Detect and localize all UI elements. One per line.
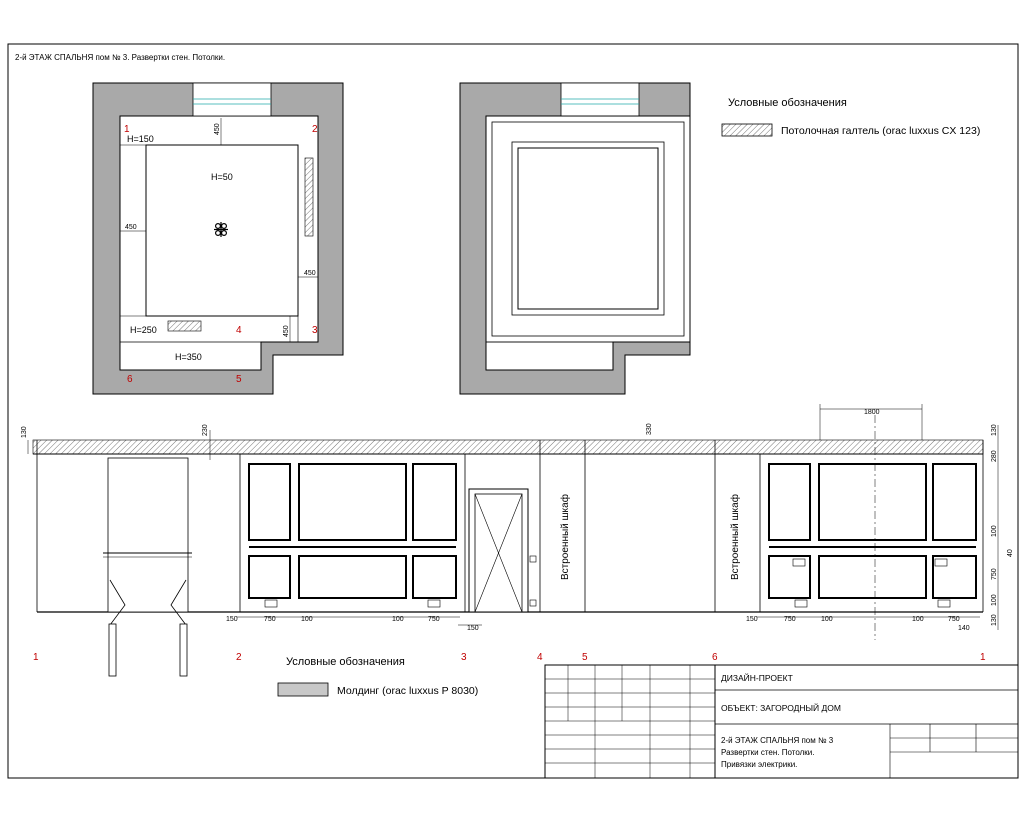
dim-br-100b: 100 <box>912 616 924 623</box>
legend-bottom-title: Условные обозначения <box>286 656 405 668</box>
wall-number-2: 2 <box>236 652 242 663</box>
dim-right-130: 130 <box>991 424 998 436</box>
door-icon <box>469 489 528 612</box>
plan-corner-2: 2 <box>312 124 318 135</box>
coving-swatch <box>722 124 772 136</box>
dim-side-40: 40 <box>1007 549 1014 557</box>
dim-bottom-450: 450 <box>283 325 290 337</box>
plan-corner-6: 6 <box>127 374 133 385</box>
dim-bl-100a: 100 <box>301 616 313 623</box>
wardrobe-label-2: Встроенный шкаф <box>730 494 741 580</box>
ceiling-plan-coving <box>460 83 690 394</box>
wall-number-4: 4 <box>537 652 543 663</box>
dim-left-230: 230 <box>202 424 209 436</box>
wall-number-5: 5 <box>582 652 588 663</box>
sheet-title: 2-й ЭТАЖ СПАЛЬНЯ пом № 3. Развертки стен. Потолки. <box>15 53 226 62</box>
dim-bl-750: 750 <box>264 616 276 623</box>
dim-side-130: 130 <box>991 614 998 626</box>
stamp-object: ОБЪЕКТ: ЗАГОРОДНЫЙ ДОМ <box>721 703 841 713</box>
stamp-desc-line3: Привязки электрики. <box>721 760 798 769</box>
dim-br-750: 750 <box>784 616 796 623</box>
height-label-150: H=150 <box>127 134 154 144</box>
dim-right-280: 280 <box>991 450 998 462</box>
stamp-desc-line2: Развертки стен. Потолки. <box>721 748 815 757</box>
dim-side-100b: 100 <box>991 594 998 606</box>
wardrobe-label-1: Встроенный шкаф <box>560 494 571 580</box>
dim-br-150: 150 <box>746 616 758 623</box>
dim-bl-750b: 750 <box>428 616 440 623</box>
plan-corner-4: 4 <box>236 325 242 336</box>
legend-bottom <box>278 656 478 697</box>
dim-br-750b: 750 <box>948 616 960 623</box>
dim-side-100a: 100 <box>991 525 998 537</box>
height-label-250: H=250 <box>130 325 157 335</box>
legend-top-title: Условные обозначения <box>728 97 847 109</box>
ceiling-plan-heights <box>93 83 343 394</box>
dim-side-750: 750 <box>991 568 998 580</box>
moulding-swatch <box>278 683 328 696</box>
plan-corner-3: 3 <box>312 325 318 336</box>
dim-bl-150b: 150 <box>467 625 479 632</box>
height-label-50: H=50 <box>211 172 233 182</box>
stamp-desc-line1: 2-й ЭТАЖ СПАЛЬНЯ пом № 3 <box>721 736 834 745</box>
legend-top <box>722 97 980 137</box>
wall-number-3: 3 <box>461 652 467 663</box>
dim-br-100a: 100 <box>821 616 833 623</box>
stamp-project: ДИЗАЙН-ПРОЕКТ <box>721 673 793 683</box>
dim-br-140: 140 <box>958 625 970 632</box>
dim-left-130: 130 <box>21 426 28 438</box>
dim-right-450: 450 <box>304 270 316 277</box>
legend-bottom-item: Молдинг (orac luxxus P 8030) <box>337 685 479 697</box>
plan-corner-5: 5 <box>236 374 242 385</box>
dim-mid-330: 330 <box>646 423 653 435</box>
wall-number-1a: 1 <box>33 652 39 663</box>
dim-top-450: 450 <box>214 123 221 135</box>
dim-width-1800: 1800 <box>864 409 880 416</box>
wall-number-1b: 1 <box>980 652 986 663</box>
legend-top-item: Потолочная галтель (orac luxxus CX 123) <box>781 125 981 137</box>
plan-corner-1: 1 <box>124 124 130 135</box>
chandelier-icon <box>214 222 228 237</box>
dim-bl-100b: 100 <box>392 616 404 623</box>
dim-left-450: 450 <box>125 224 137 231</box>
dim-bl-150: 150 <box>226 616 238 623</box>
wall-number-6: 6 <box>712 652 718 663</box>
height-label-350: H=350 <box>175 352 202 362</box>
wall-elevation <box>21 404 1014 676</box>
